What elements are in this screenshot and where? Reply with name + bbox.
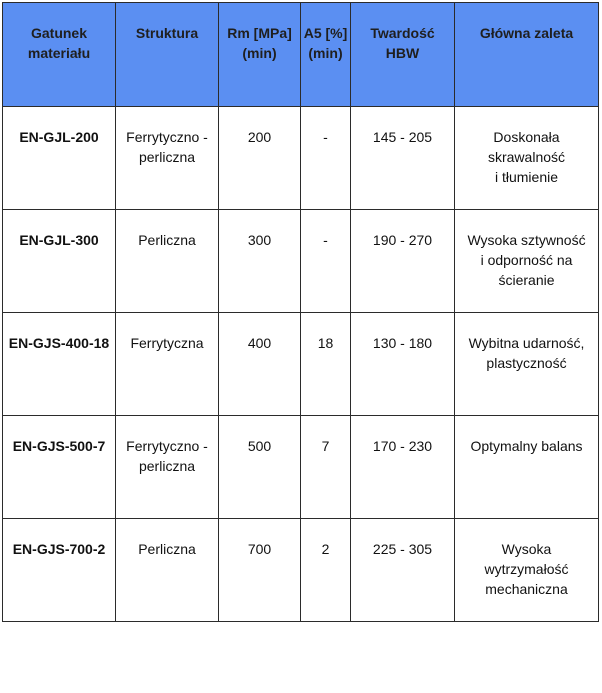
cell-structure: Perliczna — [116, 519, 219, 622]
cell-structure: Ferrytyczno - perliczna — [116, 416, 219, 519]
cell-a5: - — [301, 107, 351, 210]
cell-hardness: 225 - 305 — [351, 519, 455, 622]
cell-hardness: 170 - 230 — [351, 416, 455, 519]
cell-hardness: 130 - 180 — [351, 313, 455, 416]
cell-advantage: Wybitna udarność, plastyczność — [455, 313, 599, 416]
cell-advantage: Doskonała skrawalność i tłumienie — [455, 107, 599, 210]
cell-structure: Ferrytyczna — [116, 313, 219, 416]
table-row — [3, 210, 599, 313]
cell-a5: - — [301, 210, 351, 313]
cell-rm: 300 — [219, 210, 301, 313]
table-row — [3, 519, 599, 622]
header-advantage: Główna zaleta — [455, 3, 599, 107]
table-row — [3, 107, 599, 210]
cell-a5: 7 — [301, 416, 351, 519]
cell-rm: 700 — [219, 519, 301, 622]
header-grade: Gatunek materiału — [3, 3, 116, 107]
cell-grade: EN-GJL-300 — [3, 210, 116, 313]
table-row — [3, 313, 599, 416]
cell-advantage: Wysoka wytrzymałość mechaniczna — [455, 519, 599, 622]
material-table — [2, 2, 599, 622]
header-rm: Rm [MPa] (min) — [219, 3, 301, 107]
cell-structure: Ferrytyczno - perliczna — [116, 107, 219, 210]
cell-advantage: Optymalny balans — [455, 416, 599, 519]
cell-hardness: 145 - 205 — [351, 107, 455, 210]
cell-rm: 200 — [219, 107, 301, 210]
table-header-row — [3, 3, 599, 107]
header-hardness: Twardość HBW — [351, 3, 455, 107]
cell-structure: Perliczna — [116, 210, 219, 313]
cell-rm: 500 — [219, 416, 301, 519]
cell-grade: EN-GJS-500-7 — [3, 416, 116, 519]
cell-hardness: 190 - 270 — [351, 210, 455, 313]
header-structure: Struktura — [116, 3, 219, 107]
cell-advantage: Wysoka sztywność i odporność na ścieranie — [455, 210, 599, 313]
cell-grade: EN-GJS-400-18 — [3, 313, 116, 416]
cell-a5: 18 — [301, 313, 351, 416]
cell-a5: 2 — [301, 519, 351, 622]
cell-grade: EN-GJS-700-2 — [3, 519, 116, 622]
cell-grade: EN-GJL-200 — [3, 107, 116, 210]
table-row — [3, 416, 599, 519]
header-a5: A5 [%] (min) — [301, 3, 351, 107]
cell-rm: 400 — [219, 313, 301, 416]
